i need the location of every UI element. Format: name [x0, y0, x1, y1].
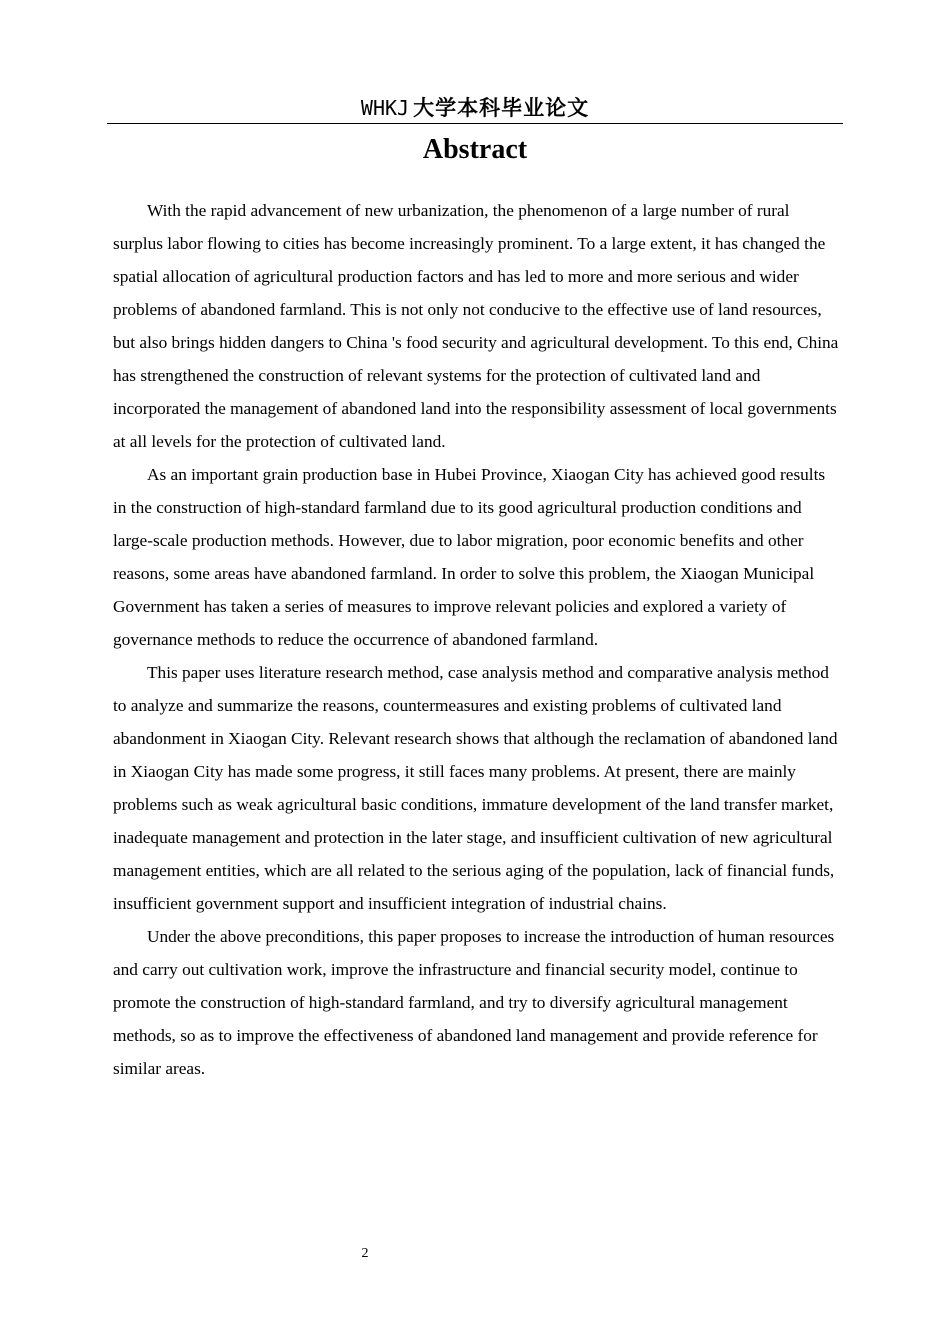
abstract-title: Abstract — [422, 134, 528, 165]
running-header — [107, 92, 843, 124]
abstract-body — [113, 194, 839, 1085]
page-number: 2 — [361, 1246, 369, 1261]
abstract-paragraph-1: With the rapid advancement of new urbanization, the phenomenon of a large number of rural surplus labor flowing to cities has become increasingly prominent. To a large extent, it has changed the spatial allocation of agricultural production factors and has led to more and more serious and wider problems of abandoned farmland. This is not only not conducive to the effective use of land resources, but also brings hidden dangers to China 's food security and agricultural development. To this end, China has strengthened the construction of relevant systems for the protection of cultivated land and incorporated the management of abandoned land into the responsibility assessment of local governments at all levels for the protection of cultivated land. — [113, 201, 839, 451]
abstract-paragraph-4: Under the above preconditions, this paper proposes to increase the introduction of human resources and carry out cultivation work, improve the infrastructure and financial security model, continue to promote the construction of high-standard farmland, and try to diversify agricultural management methods, so as to improve the effectiveness of abandoned land management and provide reference for similar areas. — [113, 927, 835, 1078]
header-institution-code: WHKJ — [360, 96, 410, 120]
header-thesis-type: 大学本科毕业论文 — [413, 96, 590, 120]
abstract-paragraph-3: This paper uses literature research method, case analysis method and comparative analysis method to analyze and summarize the reasons, countermeasures and existing problems of cultivated land abandonment in Xiaogan City. Relevant research shows that although the reclamation of abandoned land in Xiaogan City has made some progress, it still faces many problems. At present, there are mainly problems such as weak agricultural basic conditions, immature development of the land transfer market, inadequate management and protection in the later stage, and insufficient cultivation of new agricultural management entities, which are all related to the serious aging of the population, lack of financial funds, insufficient government support and insufficient integration of industrial chains. — [113, 663, 838, 913]
abstract-paragraph-2: As an important grain production base in Hubei Province, Xiaogan City has achieved good results in the construction of high-standard farmland due to its good agricultural production conditions and large-scale production methods. However, due to labor migration, poor economic benefits and other reasons, some areas have abandoned farmland. In order to solve this problem, the Xiaogan Municipal Government has taken a series of measures to improve relevant policies and explored a variety of governance methods to reduce the occurrence of abandoned farmland. — [113, 465, 826, 649]
